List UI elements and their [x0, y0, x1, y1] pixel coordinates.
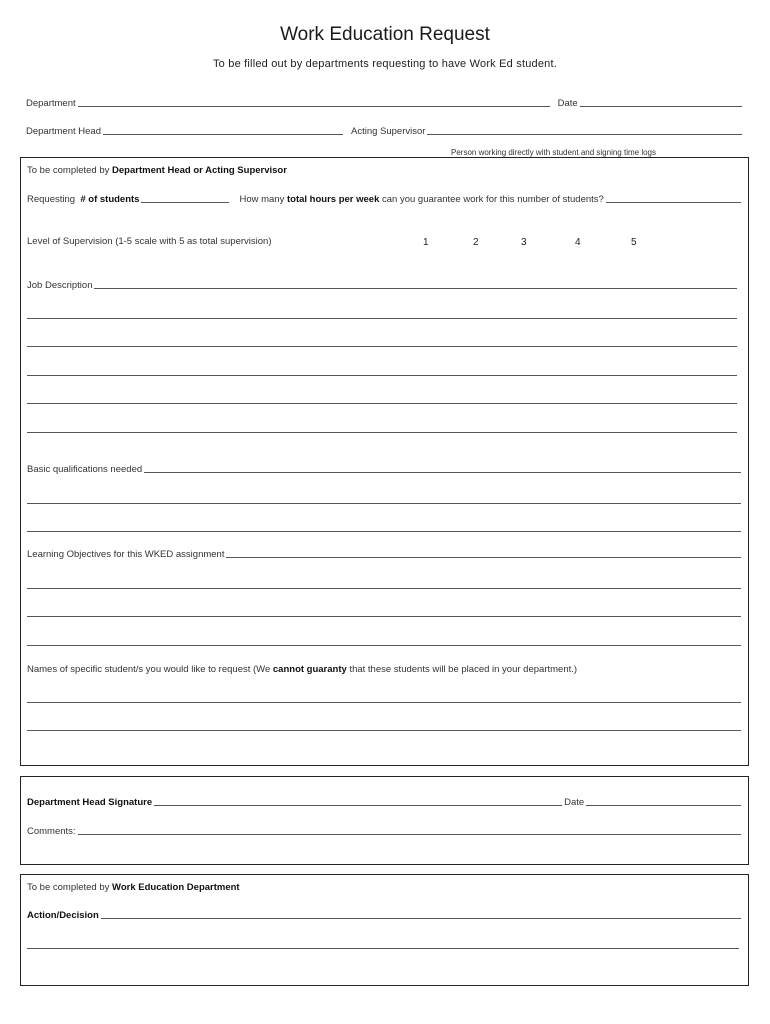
job-description-line[interactable] [27, 375, 737, 376]
qualifications-label: Basic qualifications needed [27, 464, 143, 475]
action-row [27, 910, 741, 921]
section1-intro-prefix: To be completed by [27, 165, 110, 176]
supervision-label: Level of Supervision (1-5 scale with 5 as total supervision) [27, 236, 272, 247]
objectives-line[interactable] [27, 588, 741, 589]
section3-intro [27, 882, 240, 893]
hours-bold: total hours per week [286, 194, 380, 205]
section1-intro-bold: Department Head or Acting Supervisor [112, 165, 287, 176]
names-prefix: Names of specific student/s you would like to request (We [27, 664, 271, 675]
action-label: Action/Decision [27, 910, 99, 921]
scale-option-2[interactable]: 2 [473, 237, 479, 248]
objectives-row [27, 549, 741, 560]
qualifications-row [27, 464, 741, 475]
job-description-line[interactable] [27, 403, 737, 404]
form-subtitle: To be filled out by departments requesting to have Work Ed student. [212, 58, 557, 70]
dept-head-row [26, 126, 742, 137]
signature-date-field[interactable] [586, 805, 741, 806]
hours-suffix: can you guarantee work for this number of students? [382, 194, 604, 205]
signature-section [20, 776, 749, 865]
date-field[interactable] [580, 106, 742, 107]
signature-date-label: Date [564, 797, 585, 808]
department-field[interactable] [78, 106, 550, 107]
section3-intro-prefix: To be completed by [27, 882, 110, 893]
form-title: Work Education Request [280, 24, 490, 45]
requesting-row [27, 194, 741, 205]
action-field[interactable] [101, 918, 741, 919]
acting-supervisor-label: Acting Supervisor [350, 126, 426, 137]
names-row [27, 664, 577, 675]
scale-option-3[interactable]: 3 [521, 237, 527, 248]
dept-head-field[interactable] [103, 134, 343, 135]
comments-label: Comments: [27, 826, 76, 837]
qualifications-line[interactable] [27, 531, 741, 532]
job-description-row [27, 280, 737, 291]
dept-head-label: Department Head [26, 126, 101, 137]
comments-field[interactable] [78, 834, 741, 835]
num-students-label: # of students [80, 194, 140, 205]
action-line[interactable] [27, 948, 739, 949]
section3-intro-bold: Work Education Department [112, 882, 240, 893]
num-students-field[interactable] [141, 202, 229, 203]
objectives-line[interactable] [27, 616, 741, 617]
objectives-line[interactable] [27, 645, 741, 646]
names-line[interactable] [27, 730, 741, 731]
signature-label: Department Head Signature [27, 797, 153, 808]
objectives-field[interactable] [226, 557, 741, 558]
hours-field[interactable] [606, 202, 741, 203]
signature-field[interactable] [154, 805, 562, 806]
date-label: Date [557, 98, 578, 109]
job-description-line[interactable] [27, 346, 737, 347]
qualifications-field[interactable] [144, 472, 741, 473]
scale-option-1[interactable]: 1 [423, 237, 429, 248]
signature-row [27, 797, 741, 808]
job-description-label: Job Description [27, 280, 93, 291]
qualifications-line[interactable] [27, 503, 741, 504]
department-row [26, 98, 742, 109]
acting-supervisor-field[interactable] [427, 134, 742, 135]
scale-option-4[interactable]: 4 [575, 237, 581, 248]
names-line[interactable] [27, 702, 741, 703]
scale-option-5[interactable]: 5 [631, 237, 637, 248]
job-description-line[interactable] [27, 432, 737, 433]
names-suffix: that these students will be placed in your department.) [349, 664, 578, 675]
department-label: Department [26, 98, 76, 109]
comments-row [27, 826, 741, 837]
names-bold: cannot guaranty [272, 664, 347, 675]
acting-supervisor-note: Person working directly with student and signing time logs [451, 148, 656, 157]
requesting-label: Requesting [27, 194, 76, 205]
section1-intro [27, 165, 287, 176]
job-description-line[interactable] [27, 318, 737, 319]
objectives-label: Learning Objectives for this WKED assignment [27, 549, 225, 560]
hours-prefix: How many [239, 194, 285, 205]
job-description-field[interactable] [94, 288, 737, 289]
